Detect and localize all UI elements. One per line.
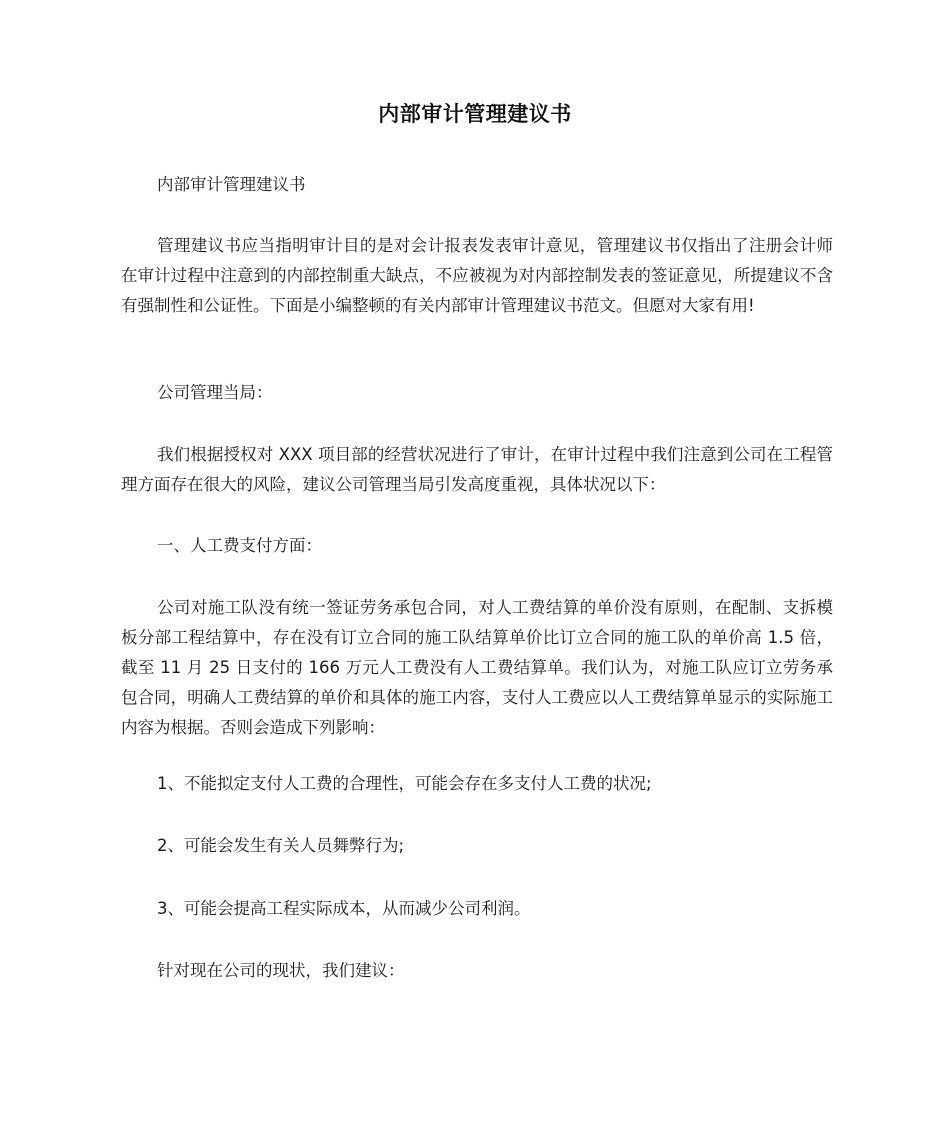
paragraph-audit-statement: 我们根据授权对 XXX 项目部的经营状况进行了审计，在审计过程中我们注意到公司在工程管理方面存在很大的风险，建议公司管理当局引发高度重视，具体状况以下：: [121, 445, 833, 494]
list-item-impact-1: 1、不能拟定支付人工费的合理性，可能会存在多支付人工费的状况;: [157, 774, 652, 793]
paragraph-recommendation-intro: 针对现在公司的现状，我们建议：: [157, 961, 405, 980]
paragraph-intro: 管理建议书应当指明审计目的是对会计报表发表审计意见，管理建议书仅指出了注册会计师在审计过程中注意到的内部控制重大缺点，不应被视为对内部控制发表的签证意见，所提建议不含有强制性和公证性。下面是小编整顿的有关内部审计管理建议书范文。但愿对大家有用!: [121, 236, 833, 315]
list-item-impact-2: 2、可能会发生有关人员舞弊行为;: [157, 836, 405, 855]
list-item-impact-3: 3、可能会提高工程实际成本，从而减少公司利润。: [157, 899, 531, 918]
paragraph-labor-cost-detail: 公司对施工队没有统一签证劳务承包合同，对人工费结算的单价没有原则，在配制、支拆模板分部工程结算中，存在没有订立合同的施工队结算单价比订立合同的施工队的单价高 1.5 倍，截至 11 月 25 日支付的 166 万元人工费没有人工费结算单。我们认为，对施工队应订立劳务承包合同，明确人工费结算的单价和具体的施工内容，支付人工费应以人工费结算单显示的实际施工内容为根据。否则会造成下列影响：: [121, 598, 833, 737]
paragraph-subtitle: 内部审计管理建议书: [157, 175, 306, 194]
document-title: 内部审计管理建议书: [378, 102, 572, 126]
section-heading-labor-cost: 一、人工费支付方面：: [157, 536, 322, 555]
paragraph-salutation: 公司管理当局：: [157, 383, 273, 402]
